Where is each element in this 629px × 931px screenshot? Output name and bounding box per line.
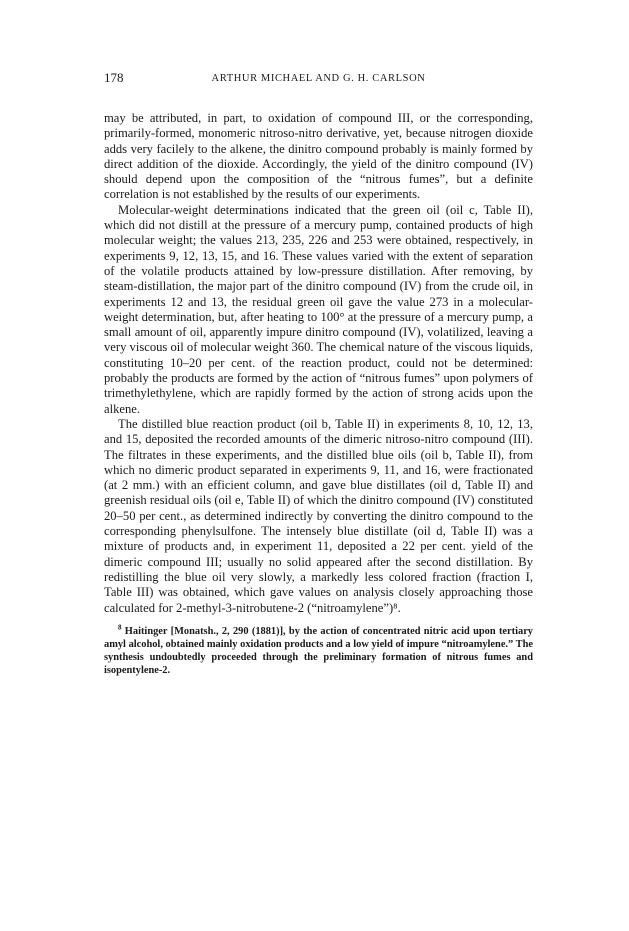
page-number: 178 (104, 70, 124, 85)
running-head: ARTHUR MICHAEL AND G. H. CARLSON (211, 73, 426, 84)
page-header (104, 70, 533, 86)
footnote (104, 625, 533, 678)
body-text (104, 111, 533, 678)
footnote-mark: 8 (118, 623, 122, 632)
paragraph-2: Molecular-weight determinations indicated that the green oil (oil c, Table II), which did not distill at the pressure of a mercury pump, contained products of high molecular weight; the values 213, 235, 226 and 253 were obtained, respectively, in experiments 9, 12, 13, 15, and 16. These values varied with the extent of separation of the volatile products attained by low-pressure distillation. After removing, by steam-distillation, the major part of the dinitro compound (IV) from the crude oil, in experiments 12 and 13, the residual green oil gave the value 273 in a molecular-weight determination, but, after heating to 100° at the pressure of a mercury pump, a small amount of oil, apparently impure dinitro compound (IV), volatilized, leaving a very viscous oil of molecular weight 360. The chemical nature of the viscous liquids, constituting 10–20 per cent. of the reaction product, could not be determined: probably the products are formed by the action of “nitrous fumes” upon polymers of trimethylethylene, which are rapidly formed by the action of strong acids upon the alkene. (104, 202, 533, 416)
paragraph-1: may be attributed, in part, to oxidation of compound III, or the corresponding, primarily-formed, monomeric nitroso-nitro derivative, yet, because nitrogen dioxide adds very facilely to the alkene, the dinitro compound probably is mainly formed by direct addition of the dioxide. Accordingly, the yield of the dinitro compound (IV) should depend upon the composition of the “nitrous fumes”, but a definite correlation is not established by the results of our experiments. (104, 111, 533, 202)
paragraph-3: The distilled blue reaction product (oil b, Table II) in experiments 8, 10, 12, 13, and 15, deposited the recorded amounts of the dimeric nitroso-nitro compound (III). The filtrates in these experiments, and the distilled blue oils (oil b, Table II), from which no dimeric product separated in experiments 9, 11, and 16, were fractionated (at 2 mm.) with an efficient column, and gave blue distillates (oil d, Table II) and greenish residual oils (oil e, Table II) of which the dinitro compound (IV) constituted 20–50 per cent., as determined indirectly by converting the dinitro compound to the corresponding phenylsulfone. The intensely blue distillate (oil d, Table II) was a mixture of products and, in experiment 11, deposited a 22 per cent. yield of the dimeric compound III; usually no solid appeared after the second distillation. By redistilling the blue oil very slowly, a markedly less colored fraction (fraction I, Table III) was obtained, which gave values on analysis closely approaching those calculated for 2-methyl-3-nitrobutene-2 (“nitroamylene”)⁸. (104, 416, 533, 615)
footnote-text: Haitinger [Monatsh., 2, 290 (1881)], by the action of concentrated nitric acid upon tertiary amyl alcohol, obtained mainly oxidation products and a low yield of impure “nitroamylene.” The synthesis undoubtedly proceeded through the preliminary formation of nitrous fumes and isopentylene-2. (104, 625, 533, 677)
